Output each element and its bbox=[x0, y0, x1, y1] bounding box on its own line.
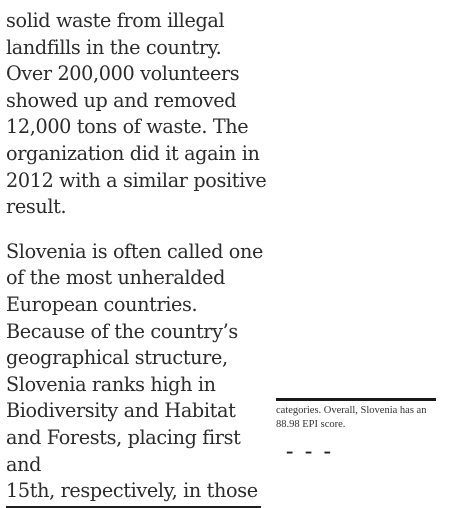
paragraph-last-line: 15th, respectively, in those bbox=[6, 478, 261, 508]
sidebar-caption: categories. Overall, Slovenia has an 88.98 EPI score. bbox=[276, 398, 436, 432]
paragraph-text: Slovenia is often called one of the most unheralded European countries. Because of the country’s geographical structure, Slovenia ranks high in Biodiversity and Habitat and Forests, placing first and bbox=[6, 239, 263, 476]
article-body bbox=[6, 8, 268, 508]
sidebar-heading-partial: - - - bbox=[286, 438, 334, 463]
article-paragraph: solid waste from illegal landfills in the country. Over 200,000 volunteers showed up and removed 12,000 tons of waste. The organization did it again in 2012 with a similar positive result. bbox=[6, 9, 267, 219]
article-paragraph bbox=[6, 239, 268, 508]
